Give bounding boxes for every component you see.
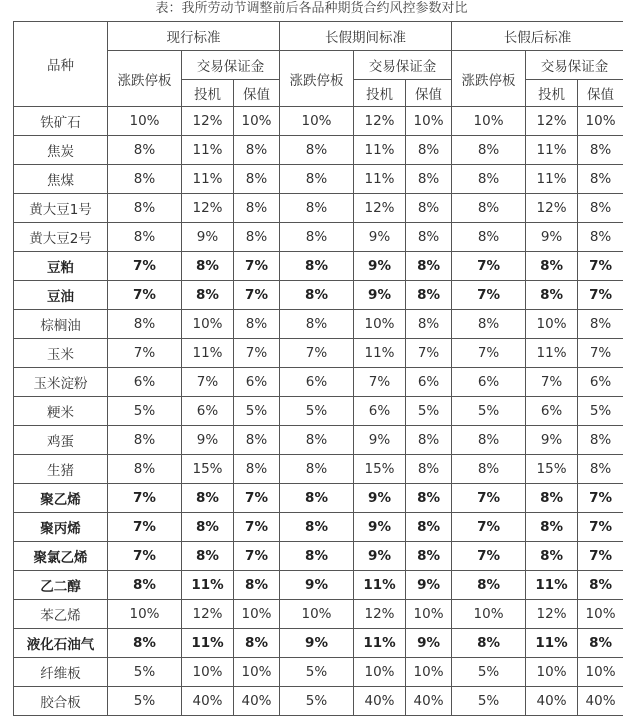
value-cell: 11% xyxy=(182,165,234,194)
value-cell: 8% xyxy=(452,426,526,455)
value-cell: 8% xyxy=(108,194,182,223)
value-cell: 8% xyxy=(182,542,234,571)
value-cell: 7% xyxy=(234,484,280,513)
value-cell: 10% xyxy=(452,600,526,629)
value-cell: 10% xyxy=(354,310,406,339)
value-cell: 11% xyxy=(354,136,406,165)
value-cell: 8% xyxy=(234,455,280,484)
value-cell: 9% xyxy=(354,426,406,455)
value-cell: 8% xyxy=(234,571,280,600)
table-row xyxy=(14,455,623,484)
value-cell: 8% xyxy=(108,136,182,165)
value-cell: 8% xyxy=(452,629,526,658)
value-cell: 5% xyxy=(280,687,354,716)
value-cell: 8% xyxy=(108,223,182,252)
value-cell: 9% xyxy=(354,252,406,281)
value-cell: 5% xyxy=(280,658,354,687)
value-cell: 8% xyxy=(526,513,578,542)
value-cell: 7% xyxy=(452,281,526,310)
value-cell: 8% xyxy=(234,136,280,165)
value-cell: 12% xyxy=(526,107,578,136)
product-name-cell: 豆粕 xyxy=(14,252,108,281)
header-limit: 涨跌停板 xyxy=(280,51,354,107)
value-cell: 8% xyxy=(182,513,234,542)
value-cell: 9% xyxy=(354,223,406,252)
value-cell: 9% xyxy=(354,281,406,310)
value-cell: 8% xyxy=(182,281,234,310)
value-cell: 8% xyxy=(280,513,354,542)
product-name-cell: 纤维板 xyxy=(14,658,108,687)
table-row xyxy=(14,629,623,658)
value-cell: 8% xyxy=(108,310,182,339)
value-cell: 10% xyxy=(280,600,354,629)
value-cell: 7% xyxy=(108,252,182,281)
value-cell: 8% xyxy=(578,455,623,484)
value-cell: 8% xyxy=(280,252,354,281)
value-cell: 10% xyxy=(234,600,280,629)
value-cell: 5% xyxy=(452,658,526,687)
value-cell: 11% xyxy=(526,339,578,368)
value-cell: 8% xyxy=(234,223,280,252)
value-cell: 10% xyxy=(108,107,182,136)
value-cell: 11% xyxy=(182,629,234,658)
header-group-current: 现行标准 xyxy=(108,22,280,51)
table-row xyxy=(14,368,623,397)
table-row xyxy=(14,310,623,339)
value-cell: 7% xyxy=(108,513,182,542)
product-name-cell: 棕榈油 xyxy=(14,310,108,339)
value-cell: 10% xyxy=(578,600,623,629)
product-name-cell: 聚乙烯 xyxy=(14,484,108,513)
value-cell: 8% xyxy=(452,455,526,484)
value-cell: 8% xyxy=(234,629,280,658)
product-name-cell: 黄大豆2号 xyxy=(14,223,108,252)
value-cell: 6% xyxy=(108,368,182,397)
value-cell: 15% xyxy=(182,455,234,484)
value-cell: 7% xyxy=(578,339,623,368)
header-hedge: 保值 xyxy=(406,80,452,107)
value-cell: 8% xyxy=(452,194,526,223)
value-cell: 8% xyxy=(406,484,452,513)
value-cell: 5% xyxy=(108,658,182,687)
value-cell: 8% xyxy=(406,513,452,542)
value-cell: 7% xyxy=(234,513,280,542)
value-cell: 8% xyxy=(108,629,182,658)
table-row xyxy=(14,513,623,542)
table-row xyxy=(14,571,623,600)
value-cell: 8% xyxy=(452,310,526,339)
value-cell: 8% xyxy=(280,484,354,513)
value-cell: 10% xyxy=(526,658,578,687)
header-spec: 投机 xyxy=(526,80,578,107)
value-cell: 12% xyxy=(182,600,234,629)
value-cell: 6% xyxy=(182,397,234,426)
value-cell: 7% xyxy=(406,339,452,368)
value-cell: 8% xyxy=(406,455,452,484)
value-cell: 12% xyxy=(354,194,406,223)
value-cell: 7% xyxy=(526,368,578,397)
value-cell: 9% xyxy=(354,542,406,571)
value-cell: 7% xyxy=(452,513,526,542)
value-cell: 10% xyxy=(526,310,578,339)
value-cell: 8% xyxy=(406,223,452,252)
value-cell: 7% xyxy=(234,281,280,310)
header-margin: 交易保证金 xyxy=(182,51,280,80)
value-cell: 8% xyxy=(108,426,182,455)
value-cell: 12% xyxy=(526,600,578,629)
value-cell: 11% xyxy=(182,136,234,165)
value-cell: 6% xyxy=(354,397,406,426)
value-cell: 8% xyxy=(280,542,354,571)
product-name-cell: 豆油 xyxy=(14,281,108,310)
value-cell: 7% xyxy=(280,339,354,368)
value-cell: 8% xyxy=(526,542,578,571)
value-cell: 8% xyxy=(108,165,182,194)
value-cell: 8% xyxy=(452,165,526,194)
header-hedge: 保值 xyxy=(234,80,280,107)
value-cell: 8% xyxy=(280,165,354,194)
value-cell: 8% xyxy=(234,426,280,455)
header-row-groups xyxy=(14,22,623,51)
value-cell: 8% xyxy=(406,426,452,455)
value-cell: 11% xyxy=(526,629,578,658)
table-row xyxy=(14,484,623,513)
value-cell: 8% xyxy=(182,484,234,513)
value-cell: 8% xyxy=(406,165,452,194)
value-cell: 12% xyxy=(526,194,578,223)
product-name-cell: 液化石油气 xyxy=(14,629,108,658)
table-row xyxy=(14,194,623,223)
value-cell: 8% xyxy=(578,136,623,165)
value-cell: 5% xyxy=(108,397,182,426)
header-margin: 交易保证金 xyxy=(354,51,452,80)
value-cell: 8% xyxy=(280,223,354,252)
value-cell: 11% xyxy=(182,339,234,368)
value-cell: 5% xyxy=(406,397,452,426)
product-name-cell: 乙二醇 xyxy=(14,571,108,600)
value-cell: 8% xyxy=(406,310,452,339)
product-name-cell: 玉米 xyxy=(14,339,108,368)
value-cell: 10% xyxy=(182,658,234,687)
table-row xyxy=(14,687,623,716)
value-cell: 11% xyxy=(526,136,578,165)
risk-parameter-table xyxy=(13,21,623,716)
value-cell: 7% xyxy=(578,252,623,281)
value-cell: 7% xyxy=(234,542,280,571)
product-name-cell: 苯乙烯 xyxy=(14,600,108,629)
value-cell: 9% xyxy=(182,426,234,455)
value-cell: 11% xyxy=(526,165,578,194)
value-cell: 40% xyxy=(406,687,452,716)
value-cell: 8% xyxy=(280,281,354,310)
value-cell: 8% xyxy=(108,571,182,600)
value-cell: 7% xyxy=(578,484,623,513)
value-cell: 7% xyxy=(452,542,526,571)
value-cell: 10% xyxy=(406,600,452,629)
value-cell: 9% xyxy=(182,223,234,252)
product-name-cell: 鸡蛋 xyxy=(14,426,108,455)
value-cell: 15% xyxy=(526,455,578,484)
value-cell: 5% xyxy=(452,397,526,426)
header-group-after: 长假后标准 xyxy=(452,22,623,51)
value-cell: 11% xyxy=(354,339,406,368)
value-cell: 11% xyxy=(354,629,406,658)
value-cell: 40% xyxy=(354,687,406,716)
value-cell: 40% xyxy=(526,687,578,716)
value-cell: 6% xyxy=(406,368,452,397)
value-cell: 8% xyxy=(578,629,623,658)
value-cell: 5% xyxy=(108,687,182,716)
value-cell: 8% xyxy=(280,426,354,455)
value-cell: 6% xyxy=(578,368,623,397)
value-cell: 8% xyxy=(526,252,578,281)
value-cell: 7% xyxy=(578,542,623,571)
value-cell: 10% xyxy=(578,658,623,687)
table-row xyxy=(14,223,623,252)
value-cell: 12% xyxy=(354,600,406,629)
product-name-cell: 玉米淀粉 xyxy=(14,368,108,397)
header-group-holiday: 长假期间标准 xyxy=(280,22,452,51)
value-cell: 8% xyxy=(234,165,280,194)
table-caption: 表：我所劳动节调整前后各品种期货合约风控参数对比 xyxy=(155,1,468,16)
table-row xyxy=(14,165,623,194)
value-cell: 8% xyxy=(526,281,578,310)
value-cell: 9% xyxy=(526,426,578,455)
value-cell: 8% xyxy=(280,194,354,223)
value-cell: 7% xyxy=(452,484,526,513)
value-cell: 7% xyxy=(108,339,182,368)
table-row xyxy=(14,397,623,426)
value-cell: 11% xyxy=(354,571,406,600)
product-name-cell: 胶合板 xyxy=(14,687,108,716)
table-row xyxy=(14,107,623,136)
value-cell: 9% xyxy=(354,484,406,513)
value-cell: 7% xyxy=(234,252,280,281)
value-cell: 8% xyxy=(280,455,354,484)
value-cell: 10% xyxy=(406,658,452,687)
value-cell: 8% xyxy=(452,136,526,165)
product-name-cell: 生猪 xyxy=(14,455,108,484)
header-margin: 交易保证金 xyxy=(526,51,623,80)
value-cell: 9% xyxy=(280,629,354,658)
header-product: 品种 xyxy=(14,22,108,107)
value-cell: 7% xyxy=(182,368,234,397)
value-cell: 10% xyxy=(406,107,452,136)
value-cell: 8% xyxy=(452,223,526,252)
value-cell: 7% xyxy=(578,513,623,542)
value-cell: 7% xyxy=(452,252,526,281)
value-cell: 7% xyxy=(108,484,182,513)
value-cell: 8% xyxy=(406,136,452,165)
value-cell: 8% xyxy=(578,426,623,455)
table-row xyxy=(14,600,623,629)
header-spec: 投机 xyxy=(354,80,406,107)
value-cell: 11% xyxy=(182,571,234,600)
value-cell: 8% xyxy=(406,194,452,223)
header-limit: 涨跌停板 xyxy=(108,51,182,107)
value-cell: 8% xyxy=(578,194,623,223)
value-cell: 6% xyxy=(234,368,280,397)
value-cell: 8% xyxy=(578,165,623,194)
value-cell: 12% xyxy=(354,107,406,136)
value-cell: 8% xyxy=(406,252,452,281)
header-spec: 投机 xyxy=(182,80,234,107)
value-cell: 40% xyxy=(234,687,280,716)
table-row xyxy=(14,281,623,310)
value-cell: 7% xyxy=(234,339,280,368)
table-row xyxy=(14,252,623,281)
value-cell: 9% xyxy=(280,571,354,600)
value-cell: 8% xyxy=(182,252,234,281)
value-cell: 7% xyxy=(452,339,526,368)
value-cell: 8% xyxy=(280,310,354,339)
value-cell: 10% xyxy=(280,107,354,136)
product-name-cell: 粳米 xyxy=(14,397,108,426)
value-cell: 10% xyxy=(452,107,526,136)
value-cell: 6% xyxy=(452,368,526,397)
value-cell: 10% xyxy=(234,107,280,136)
value-cell: 6% xyxy=(526,397,578,426)
value-cell: 8% xyxy=(526,484,578,513)
value-cell: 11% xyxy=(526,571,578,600)
product-name-cell: 铁矿石 xyxy=(14,107,108,136)
value-cell: 10% xyxy=(354,658,406,687)
value-cell: 9% xyxy=(406,629,452,658)
value-cell: 10% xyxy=(182,310,234,339)
value-cell: 6% xyxy=(280,368,354,397)
value-cell: 12% xyxy=(182,107,234,136)
table-row xyxy=(14,426,623,455)
header-hedge: 保值 xyxy=(578,80,623,107)
value-cell: 10% xyxy=(234,658,280,687)
value-cell: 7% xyxy=(578,281,623,310)
value-cell: 5% xyxy=(280,397,354,426)
value-cell: 8% xyxy=(280,136,354,165)
value-cell: 9% xyxy=(526,223,578,252)
value-cell: 10% xyxy=(578,107,623,136)
value-cell: 11% xyxy=(354,165,406,194)
value-cell: 7% xyxy=(108,281,182,310)
value-cell: 8% xyxy=(578,571,623,600)
value-cell: 5% xyxy=(578,397,623,426)
value-cell: 10% xyxy=(108,600,182,629)
product-name-cell: 黄大豆1号 xyxy=(14,194,108,223)
value-cell: 8% xyxy=(234,194,280,223)
value-cell: 8% xyxy=(406,542,452,571)
value-cell: 8% xyxy=(578,310,623,339)
product-name-cell: 焦炭 xyxy=(14,136,108,165)
value-cell: 7% xyxy=(108,542,182,571)
value-cell: 8% xyxy=(452,571,526,600)
value-cell: 9% xyxy=(406,571,452,600)
value-cell: 9% xyxy=(354,513,406,542)
table-row xyxy=(14,339,623,368)
header-limit: 涨跌停板 xyxy=(452,51,526,107)
value-cell: 7% xyxy=(354,368,406,397)
table-row xyxy=(14,136,623,165)
value-cell: 5% xyxy=(452,687,526,716)
table-row xyxy=(14,542,623,571)
value-cell: 15% xyxy=(354,455,406,484)
value-cell: 8% xyxy=(406,281,452,310)
table-row xyxy=(14,658,623,687)
value-cell: 8% xyxy=(108,455,182,484)
value-cell: 40% xyxy=(578,687,623,716)
product-name-cell: 聚氯乙烯 xyxy=(14,542,108,571)
value-cell: 5% xyxy=(234,397,280,426)
value-cell: 8% xyxy=(234,310,280,339)
product-name-cell: 焦煤 xyxy=(14,165,108,194)
product-name-cell: 聚丙烯 xyxy=(14,513,108,542)
value-cell: 12% xyxy=(182,194,234,223)
value-cell: 8% xyxy=(578,223,623,252)
value-cell: 40% xyxy=(182,687,234,716)
